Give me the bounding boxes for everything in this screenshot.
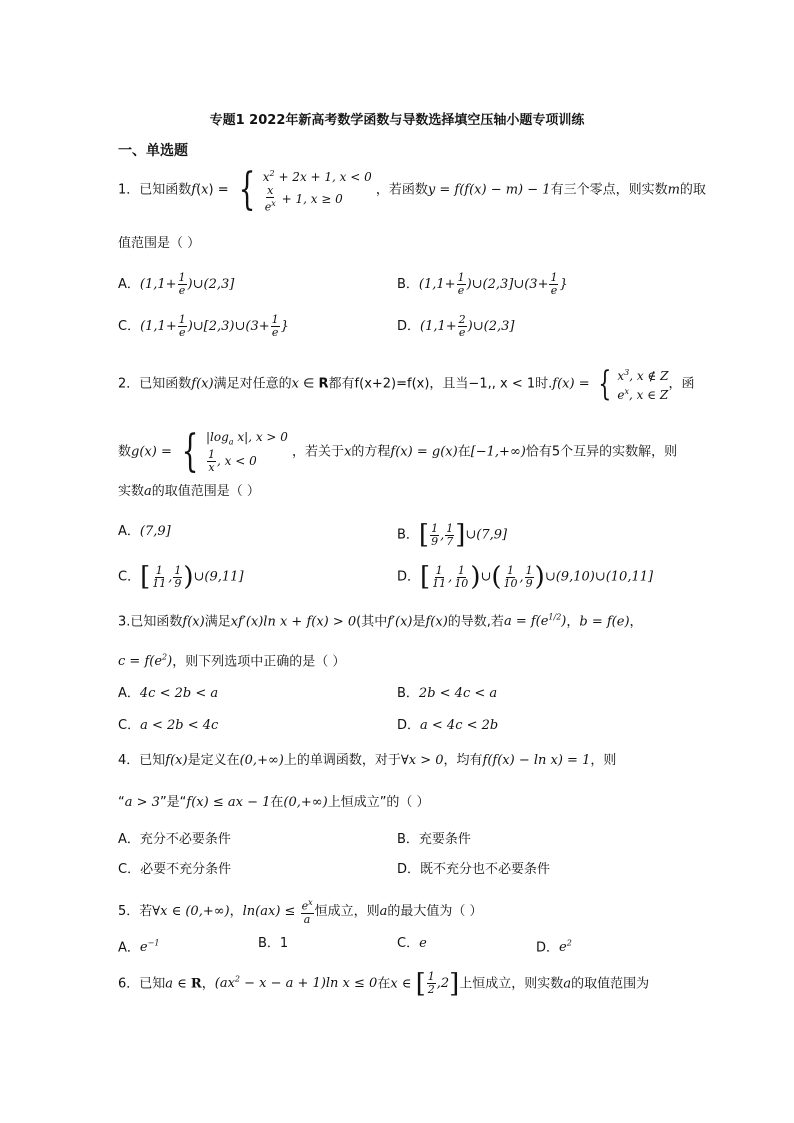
q3-option-b[interactable]: B．2b < 4c < a [397, 686, 498, 701]
q5-option-c[interactable]: C．e [397, 936, 427, 951]
q1-option-c[interactable]: C．(1,1+ $\frac{1}{e}$ )∪[2,3)∪(3+ $\frac{1}{e}$ } [118, 313, 289, 339]
question-4-line-1: 4．已知f(x)是定义在(0,+∞)上的单调函数，对于∀x > 0，均有f(f(x) − ln x) = 1，则 [118, 753, 617, 768]
question-2-line-3: 实数a的取值范围是（ ） [118, 484, 260, 499]
question-1-line-1: 1．已知函数f(x) = { $x^2 + 2x + 1$, x < 0 $\frac{x}{e^x}$ + 1, x ≥ 0 ，若函数y = f(f(x) − m) − 1有三个零点，则实数m的取 [118, 163, 706, 215]
q4-option-a[interactable]: A．充分不必要条件 [118, 832, 231, 847]
q5-option-a[interactable]: A．$e^{-1}$ [118, 939, 160, 956]
question-3-line-2: $c = f(e^2)$，则下列选项中正确的是（ ） [118, 653, 346, 670]
q4-option-b[interactable]: B．充要条件 [397, 832, 471, 847]
q1-option-d[interactable]: D．(1,1+ $\frac{2}{e}$ )∪(2,3] [397, 313, 515, 339]
q5-option-b[interactable]: B．1 [258, 936, 289, 951]
q2-option-b[interactable]: B．[ $\frac{1}{9}$ , $\frac{1}{7}$ ]∪(7,9] [397, 520, 508, 550]
question-5-line-1: 5．若∀x ∈ (0,+∞)，ln(ax) ≤ $\frac{e^x}{a}$ 恒成立，则a的最大值为（ ） [118, 898, 483, 926]
question-4-line-2: “a > 3”是“f(x) ≤ ax − 1在(0,+∞)上恒成立”的（ ） [118, 795, 430, 810]
q4-option-d[interactable]: D．既不充分也不必要条件 [397, 862, 551, 877]
math-fx: f [191, 182, 197, 198]
question-6-line-1: 6．已知a ∈ R，$(ax^2 - x - a + 1)\ln$ x ≤ 0在x ∈ [ $\frac{1}{2}$ ,2]上恒成立，则实数a的取值范围为 [118, 968, 650, 999]
q2-option-c[interactable]: C．[ $\frac{1}{11}$ , $\frac{1}{9}$ )∪(9,11] [118, 562, 244, 592]
section-heading: 一、单选题 [118, 143, 188, 159]
piecewise-f-q1: { $x^2 + 2x + 1$, x < 0 $\frac{x}{e^x}$ + 1, x ≥ 0 [238, 163, 372, 215]
q3-option-d[interactable]: D．a < 4c < 2b [397, 718, 499, 733]
q5-option-d[interactable]: D．$e^2$ [536, 939, 572, 956]
question-1-line-2: 值范围是（ ） [118, 236, 201, 251]
page-title: 专题1 2022年新高考数学函数与导数选择填空压轴小题专项训练 [209, 113, 585, 128]
q3-option-c[interactable]: C．a < 2b < 4c [118, 718, 219, 733]
question-2-line-2: 数g(x) = { $|\log_a$ x|, x > 0 $\frac{1}{x}$ , x < 0 ，若关于x的方程f(x) = g(x)在[−1,+∞)恰有5个互异的实数解，则 [118, 426, 678, 478]
q1-option-a[interactable]: A．(1,1+ $\frac{1}{e}$ )∪(2,3] [118, 271, 235, 297]
question-3-line-1: 3.已知函数f(x)满足xf′(x)ln x + f(x) > 0(其中f′(x)是f(x)的导数,若$a = f(e^{1/2})$，b = f(e)， [118, 613, 643, 630]
piecewise-g-q2: { $|\log_a$ x|, x > 0 $\frac{1}{x}$ , x < 0 [181, 426, 288, 478]
q2-option-d[interactable]: D．[ $\frac{1}{11}$ , $\frac{1}{10}$ )∪( $\frac{1}{10}$ , $\frac{1}{9}$ )∪(9,10)∪(10,11] [397, 562, 654, 592]
q2-option-a[interactable]: A．(7,9] [118, 524, 171, 539]
q1-option-b[interactable]: B．(1,1+ $\frac{1}{e}$ )∪(2,3]∪(3+ $\frac{1}{e}$ } [397, 271, 568, 297]
q3-option-a[interactable]: A．4c < 2b < a [118, 686, 219, 701]
question-2-line-1: 2．已知函数f(x)满足对任意的x ∈ R都有f(x+2)=f(x)，且当−1,, x < 1时.f(x) = { $x^3$, x ∉ Z $e^x$, x ∈ Z ，函 [118, 364, 695, 404]
q4-option-c[interactable]: C．必要不充分条件 [118, 862, 232, 877]
piecewise-f-q2: { $x^3$, x ∉ Z $e^x$, x ∈ Z [598, 364, 669, 404]
